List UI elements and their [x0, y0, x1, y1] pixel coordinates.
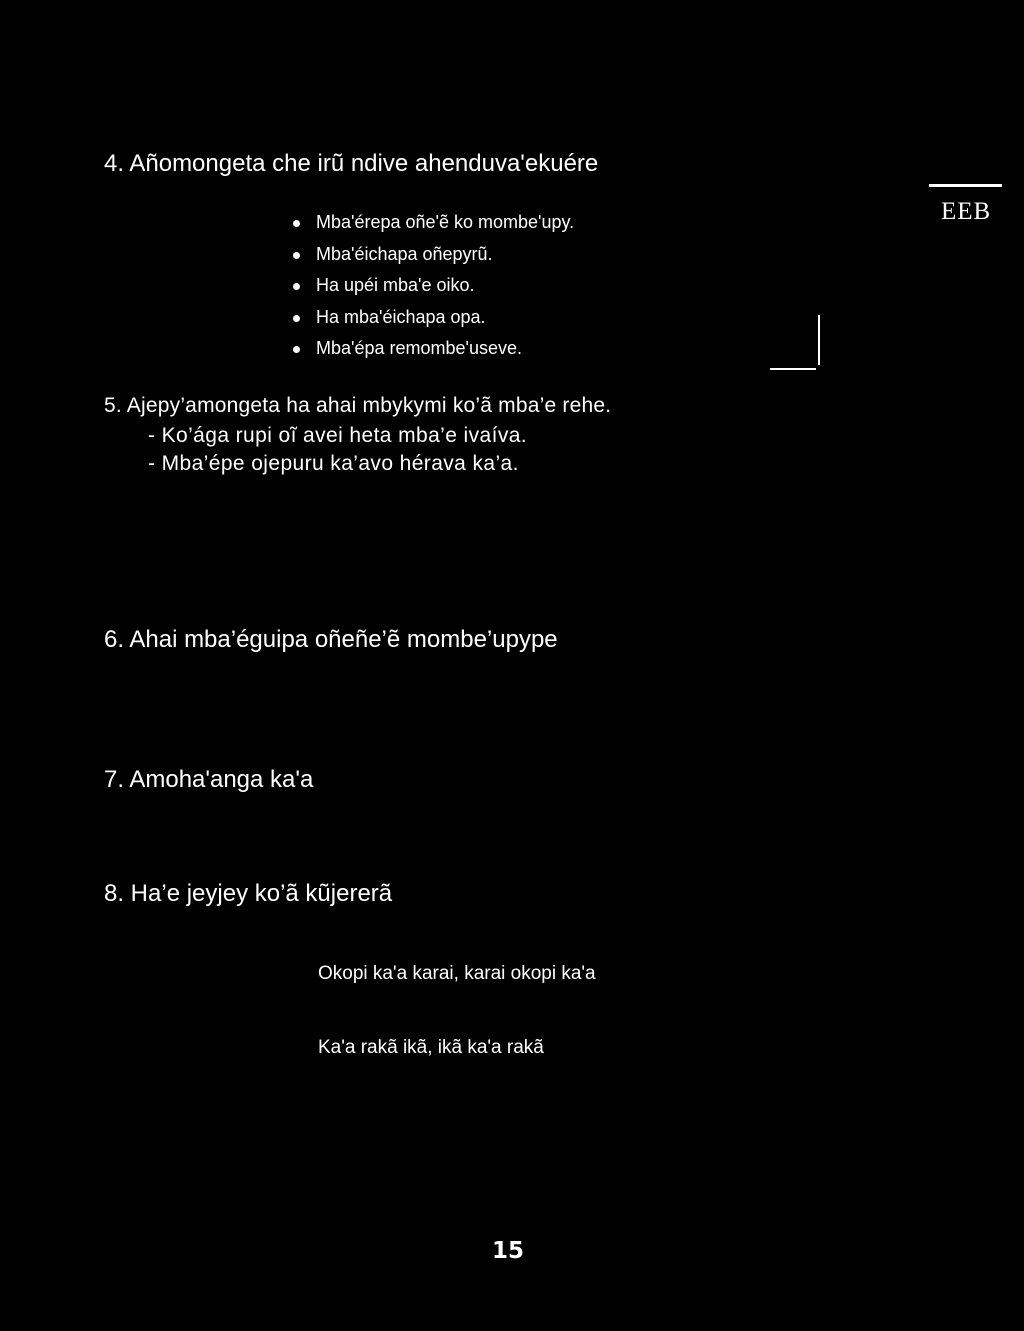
section-6-heading: 6. Ahai mba’éguipa oñeñe’ẽ mombe’upype — [104, 626, 558, 653]
list-item: Mba'éichapa oñepyrũ. — [290, 239, 574, 271]
section-5-heading: 5. Ajepy’amongeta ha ahai mbykymi ko’ã mba’e rehe. — [104, 394, 612, 417]
list-item: Ha mba'éichapa opa. — [290, 302, 574, 334]
corner-bracket-vertical — [818, 315, 820, 365]
level-badge: EEB — [941, 198, 992, 225]
section-5-item: - Mba’épe ojepuru ka’avo hérava ka’a. — [148, 452, 519, 475]
badge-rule — [929, 184, 1002, 187]
page-number: 15 — [492, 1238, 525, 1264]
section-5-item: - Ko’ága rupi oĩ avei heta mba’e ivaíva. — [148, 424, 528, 447]
list-item: Mba'érepa oñe'ẽ ko mombe'upy. — [290, 207, 574, 239]
list-item: Mba'épa remombe'useve. — [290, 333, 574, 365]
tongue-twister: Okopi ka'a karai, karai okopi ka'a — [318, 963, 596, 984]
list-item: Ha upéi mba'e oiko. — [290, 270, 574, 302]
section-8-heading: 8. Ha’e jeyjey ko’ã kũjererã — [104, 880, 393, 907]
tongue-twister: Ka'a rakã ikã, ikã ka'a rakã — [318, 1037, 544, 1058]
section-7-heading: 7. Amoha'anga ka'a — [104, 766, 314, 793]
corner-bracket-horizontal — [770, 368, 816, 370]
section-4-heading: 4. Añomongeta che irũ ndive ahenduva'ekuére — [104, 150, 599, 177]
section-4-question-list — [290, 207, 574, 365]
